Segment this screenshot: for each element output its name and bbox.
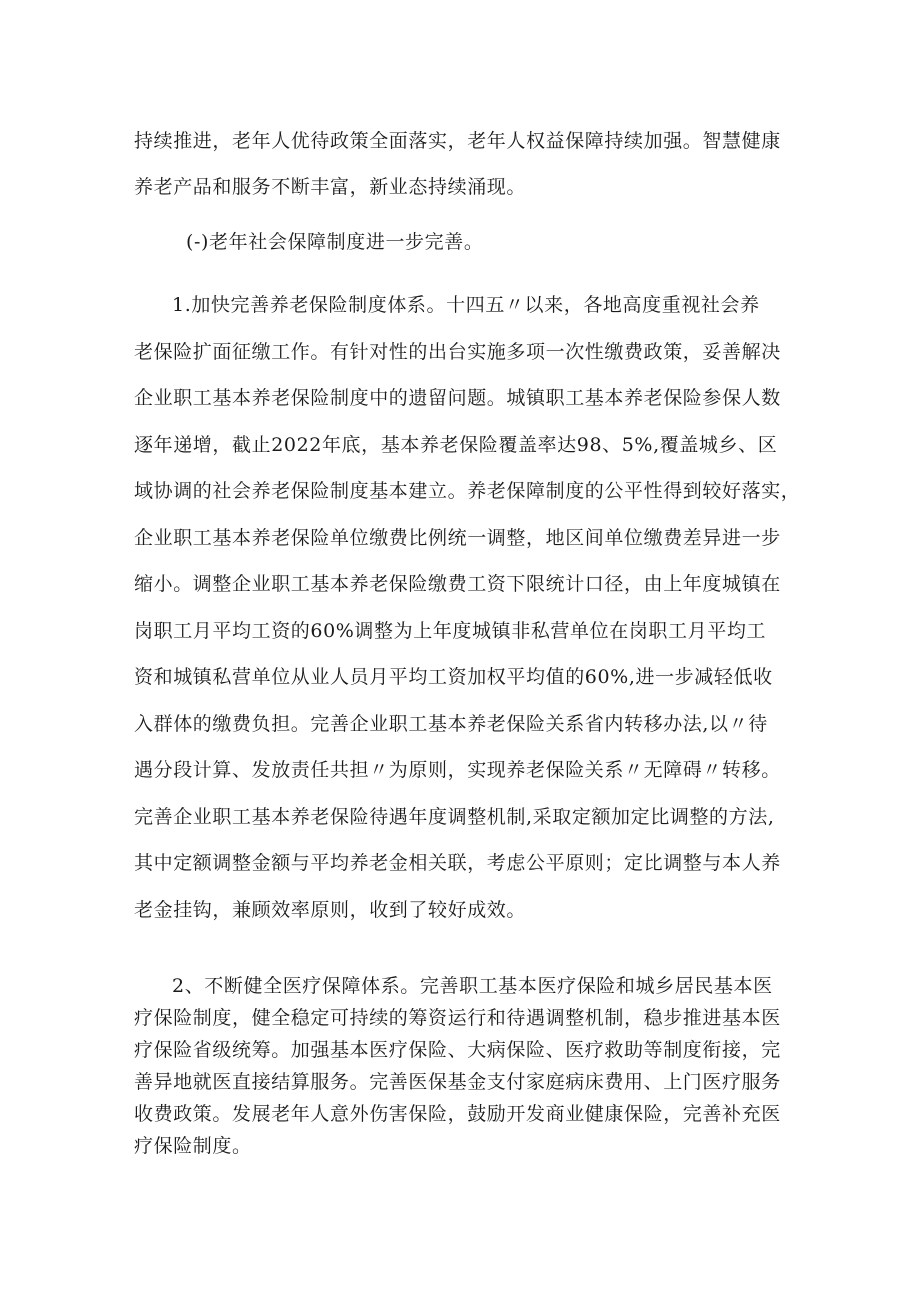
section-heading-block <box>134 222 796 262</box>
paragraph-line: 域协调的社会养老保险制度基本建立。养老保障制度的公平性得到较好落实， <box>134 480 801 502</box>
paragraph-line: 疗保险制度。 <box>134 1135 252 1157</box>
paragraph-line: 逐年递增，截止2022年底，基本养老保险覆盖率达98、5%,覆盖城乡、区 <box>134 433 778 456</box>
section-heading: (-)老年社会保障制度进一步完善。 <box>186 231 484 253</box>
paragraph-line: 疗保险省级统筹。加强基本医疗保险、大病保险、医疗救助等制度衔接，完 <box>134 1039 781 1061</box>
paragraph-line: 缩小。调整企业职工基本养老保险缴费工资下限统计口径，由上年度城镇在 <box>134 573 781 595</box>
paragraph-line: 企业职工基本养老保险制度中的遗留问题。城镇职工基本养老保险参保人数 <box>134 387 781 409</box>
paragraph-line: 遇分段计算、发放责任共担〃为原则，实现养老保险关系〃无障碍〃转移。 <box>134 759 781 781</box>
paragraph-line: 资和城镇私营单位从业人员月平均工资加权平均值的60%,进一步减轻低收 <box>134 666 773 688</box>
paragraph-line: 入群体的缴费负担。完善企业职工基本养老保险关系省内转移办法,以〃待 <box>134 712 768 735</box>
paragraph-line: 老金挂钩，兼顾效率原则，收到了较好成效。 <box>134 898 527 921</box>
paragraph-line: 其中定额调整金额与平均养老金相关联，考虑公平原则；定比调整与本人养 <box>134 852 781 874</box>
paragraph-line: 善异地就医直接结算服务。完善医保基金支付家庭病床费用、上门医疗服务 <box>134 1071 781 1093</box>
paragraph-line: 收费政策。发展老年人意外伤害保险，鼓励开发商业健康保险，完善补充医 <box>134 1103 781 1125</box>
paragraph-line: 老保险扩面征缴工作。有针对性的出台实施多项一次性缴费政策，妥善解决 <box>134 340 781 363</box>
paragraph-line: 持续推进，老年人优待政策全面落实，老年人权益保障持续加强。智慧健康 <box>134 130 781 152</box>
paragraph-line: 1.加快完善养老保险制度体系。十四五〃以来，各地高度重视社会养 <box>172 294 760 316</box>
paragraph-line: 疗保险制度，健全稳定可持续的筹资运行和待遇调整机制，稳步推进基本医 <box>134 1007 781 1029</box>
intro-paragraph <box>134 118 796 210</box>
paragraph-line: 2、不断健全医疗保障体系。完善职工基本医疗保险和城乡居民基本医 <box>172 975 773 997</box>
paragraph-line: 养老产品和服务不断丰富，新业态持续涌现。 <box>134 176 527 198</box>
paragraph-line: 岗职工月平均工资的60%调整为上年度城镇非私营单位在岗职工月平均工 <box>134 619 767 642</box>
medical-paragraph <box>134 970 796 1162</box>
paragraph-line: 企业职工基本养老保险单位缴费比例统一调整，地区间单位缴费差异进一步 <box>134 526 781 549</box>
pension-paragraph <box>134 282 801 933</box>
paragraph-line: 完善企业职工基本养老保险待遇年度调整机制,采取定额加定比调整的方法, <box>134 805 775 828</box>
